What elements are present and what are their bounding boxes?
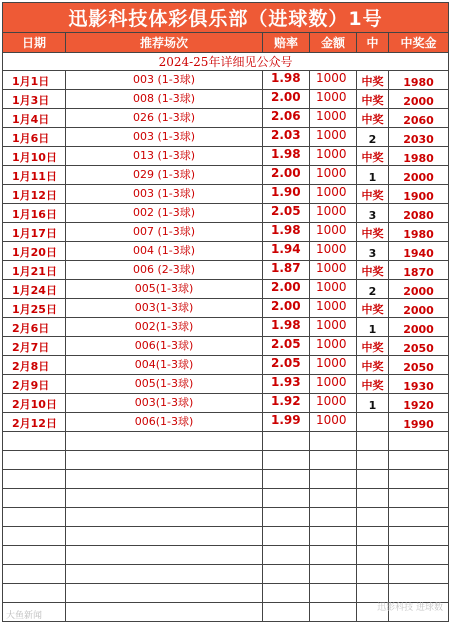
- empty-cell: [66, 565, 263, 584]
- hit-cell: 2: [357, 128, 389, 147]
- table-row: [3, 242, 449, 261]
- prize-cell: 2030: [389, 128, 449, 147]
- date-cell: 1月6日: [3, 128, 66, 147]
- watermark-right: 迅影科技 进球数: [377, 603, 443, 613]
- odds-cell: 2.00: [263, 90, 310, 109]
- prize-cell: 1990: [389, 413, 449, 432]
- header-hit: 中: [357, 33, 389, 53]
- odds-cell: 2.00: [263, 299, 310, 318]
- empty-cell: [66, 584, 263, 603]
- match-cell: 004 (1-3球): [66, 242, 263, 261]
- match-cell: 007 (1-3球): [66, 223, 263, 242]
- prize-cell: 2050: [389, 337, 449, 356]
- amount-cell: 1000: [310, 71, 357, 90]
- table-body: [3, 71, 449, 622]
- amount-cell: 1000: [310, 204, 357, 223]
- header-amount: 金额: [310, 33, 357, 53]
- odds-cell: 1.87: [263, 261, 310, 280]
- empty-cell: [66, 603, 263, 622]
- empty-cell: [3, 451, 66, 470]
- hit-cell: 1: [357, 318, 389, 337]
- empty-cell: [389, 508, 449, 527]
- match-cell: 002 (1-3球): [66, 204, 263, 223]
- empty-row: [3, 432, 449, 451]
- odds-cell: 2.03: [263, 128, 310, 147]
- date-cell: 1月10日: [3, 147, 66, 166]
- amount-cell: 1000: [310, 337, 357, 356]
- hit-cell: 中奖: [357, 185, 389, 204]
- table-row: [3, 356, 449, 375]
- odds-cell: 1.94: [263, 242, 310, 261]
- amount-cell: 1000: [310, 185, 357, 204]
- results-table: [2, 2, 449, 622]
- empty-cell: [310, 527, 357, 546]
- hit-cell: 2: [357, 280, 389, 299]
- empty-row: [3, 527, 449, 546]
- match-cell: 005(1-3球): [66, 280, 263, 299]
- amount-cell: 1000: [310, 261, 357, 280]
- odds-cell: 2.00: [263, 280, 310, 299]
- empty-cell: [263, 489, 310, 508]
- empty-cell: [389, 546, 449, 565]
- table-row: [3, 128, 449, 147]
- match-cell: 003(1-3球): [66, 299, 263, 318]
- odds-cell: 1.92: [263, 394, 310, 413]
- date-cell: 1月17日: [3, 223, 66, 242]
- odds-cell: 2.05: [263, 204, 310, 223]
- hit-cell: 中奖: [357, 90, 389, 109]
- date-cell: 1月11日: [3, 166, 66, 185]
- empty-cell: [389, 470, 449, 489]
- amount-cell: 1000: [310, 147, 357, 166]
- hit-cell: 3: [357, 242, 389, 261]
- date-cell: 2月9日: [3, 375, 66, 394]
- table-row: [3, 166, 449, 185]
- table-row: [3, 109, 449, 128]
- empty-cell: [389, 489, 449, 508]
- prize-cell: 1930: [389, 375, 449, 394]
- amount-cell: 1000: [310, 413, 357, 432]
- hit-cell: 中奖: [357, 356, 389, 375]
- prize-cell: 2000: [389, 318, 449, 337]
- empty-cell: [263, 527, 310, 546]
- empty-row: [3, 489, 449, 508]
- match-cell: 006 (2-3球): [66, 261, 263, 280]
- empty-cell: [3, 470, 66, 489]
- watermark-left: 大鱼新闻: [6, 611, 43, 621]
- empty-row: [3, 470, 449, 489]
- empty-cell: [357, 546, 389, 565]
- empty-cell: [357, 489, 389, 508]
- empty-cell: [3, 584, 66, 603]
- empty-cell: [3, 432, 66, 451]
- match-cell: 003 (1-3球): [66, 128, 263, 147]
- empty-cell: [310, 565, 357, 584]
- empty-cell: [357, 565, 389, 584]
- match-cell: 004(1-3球): [66, 356, 263, 375]
- empty-cell: [263, 603, 310, 622]
- amount-cell: 1000: [310, 375, 357, 394]
- date-cell: 1月1日: [3, 71, 66, 90]
- empty-cell: [263, 565, 310, 584]
- amount-cell: 1000: [310, 128, 357, 147]
- amount-cell: 1000: [310, 166, 357, 185]
- table-row: [3, 318, 449, 337]
- amount-cell: 1000: [310, 356, 357, 375]
- empty-cell: [310, 451, 357, 470]
- empty-cell: [263, 451, 310, 470]
- prize-cell: 1980: [389, 223, 449, 242]
- odds-cell: 1.98: [263, 147, 310, 166]
- empty-row: [3, 451, 449, 470]
- table-row: [3, 185, 449, 204]
- header-match: 推荐场次: [66, 33, 263, 53]
- empty-cell: [389, 527, 449, 546]
- odds-cell: 2.05: [263, 337, 310, 356]
- empty-row: [3, 565, 449, 584]
- prize-cell: 2000: [389, 280, 449, 299]
- empty-cell: [263, 584, 310, 603]
- empty-cell: [263, 508, 310, 527]
- match-cell: 026 (1-3球): [66, 109, 263, 128]
- empty-cell: [310, 603, 357, 622]
- prize-cell: 1870: [389, 261, 449, 280]
- table-row: [3, 71, 449, 90]
- empty-cell: [3, 508, 66, 527]
- empty-cell: [357, 527, 389, 546]
- empty-cell: [263, 546, 310, 565]
- date-cell: 1月20日: [3, 242, 66, 261]
- match-cell: 006(1-3球): [66, 413, 263, 432]
- empty-cell: [310, 546, 357, 565]
- amount-cell: 1000: [310, 318, 357, 337]
- hit-cell: 中奖: [357, 109, 389, 128]
- date-cell: 1月12日: [3, 185, 66, 204]
- empty-cell: [66, 508, 263, 527]
- empty-cell: [310, 584, 357, 603]
- odds-cell: 2.00: [263, 166, 310, 185]
- hit-cell: 中奖: [357, 71, 389, 90]
- sheet-title: 迅影科技体彩俱乐部（进球数）1号: [3, 3, 449, 33]
- table-row: [3, 223, 449, 242]
- date-cell: 1月21日: [3, 261, 66, 280]
- odds-cell: 1.98: [263, 318, 310, 337]
- empty-cell: [310, 432, 357, 451]
- amount-cell: 1000: [310, 90, 357, 109]
- match-cell: 006(1-3球): [66, 337, 263, 356]
- amount-cell: 1000: [310, 394, 357, 413]
- empty-cell: [66, 470, 263, 489]
- table-row: [3, 261, 449, 280]
- date-cell: 2月8日: [3, 356, 66, 375]
- empty-cell: [357, 451, 389, 470]
- prize-cell: 2060: [389, 109, 449, 128]
- empty-cell: [66, 527, 263, 546]
- header-prize: 中奖金: [389, 33, 449, 53]
- hit-cell: 中奖: [357, 223, 389, 242]
- empty-cell: [357, 432, 389, 451]
- hit-cell: 1: [357, 394, 389, 413]
- header-date: 日期: [3, 33, 66, 53]
- date-cell: 2月7日: [3, 337, 66, 356]
- empty-cell: [3, 546, 66, 565]
- empty-cell: [66, 489, 263, 508]
- match-cell: 003 (1-3球): [66, 185, 263, 204]
- date-cell: 2月10日: [3, 394, 66, 413]
- amount-cell: 1000: [310, 109, 357, 128]
- empty-cell: [3, 565, 66, 584]
- prize-cell: 2000: [389, 166, 449, 185]
- subtitle-note: 2024-25年详细见公众号: [3, 53, 449, 71]
- date-cell: 1月4日: [3, 109, 66, 128]
- amount-cell: 1000: [310, 299, 357, 318]
- odds-cell: 1.98: [263, 71, 310, 90]
- empty-cell: [3, 489, 66, 508]
- table-row: [3, 90, 449, 109]
- date-cell: 1月24日: [3, 280, 66, 299]
- odds-cell: 1.99: [263, 413, 310, 432]
- table-row: [3, 337, 449, 356]
- table-row: [3, 204, 449, 223]
- hit-cell: 3: [357, 204, 389, 223]
- empty-row: [3, 546, 449, 565]
- odds-cell: 2.05: [263, 356, 310, 375]
- prize-cell: 1900: [389, 185, 449, 204]
- empty-cell: [263, 432, 310, 451]
- match-cell: 029 (1-3球): [66, 166, 263, 185]
- prize-cell: 1920: [389, 394, 449, 413]
- empty-cell: [310, 470, 357, 489]
- odds-cell: 1.98: [263, 223, 310, 242]
- odds-cell: 2.06: [263, 109, 310, 128]
- empty-row: [3, 508, 449, 527]
- hit-cell: 中奖: [357, 261, 389, 280]
- odds-cell: 1.90: [263, 185, 310, 204]
- hit-cell: 中奖: [357, 147, 389, 166]
- empty-cell: [357, 508, 389, 527]
- match-cell: 013 (1-3球): [66, 147, 263, 166]
- prize-cell: 1980: [389, 147, 449, 166]
- table-row: [3, 280, 449, 299]
- table-row: [3, 413, 449, 432]
- empty-cell: [310, 489, 357, 508]
- amount-cell: 1000: [310, 223, 357, 242]
- date-cell: 1月3日: [3, 90, 66, 109]
- date-cell: 1月25日: [3, 299, 66, 318]
- empty-cell: [66, 546, 263, 565]
- hit-cell: 中奖: [357, 375, 389, 394]
- date-cell: 1月16日: [3, 204, 66, 223]
- prize-cell: 2050: [389, 356, 449, 375]
- prize-cell: 1980: [389, 71, 449, 90]
- empty-cell: [66, 432, 263, 451]
- empty-cell: [389, 451, 449, 470]
- empty-cell: [263, 470, 310, 489]
- empty-cell: [357, 470, 389, 489]
- empty-cell: [3, 527, 66, 546]
- table-row: [3, 147, 449, 166]
- prize-cell: 1940: [389, 242, 449, 261]
- table-row: [3, 299, 449, 318]
- prize-cell: 2000: [389, 90, 449, 109]
- match-cell: 003(1-3球): [66, 394, 263, 413]
- hit-cell: 中奖: [357, 299, 389, 318]
- match-cell: 005(1-3球): [66, 375, 263, 394]
- date-cell: 2月6日: [3, 318, 66, 337]
- header-odds: 赔率: [263, 33, 310, 53]
- amount-cell: 1000: [310, 242, 357, 261]
- prize-cell: 2000: [389, 299, 449, 318]
- match-cell: 002(1-3球): [66, 318, 263, 337]
- empty-cell: [389, 565, 449, 584]
- table-row: [3, 394, 449, 413]
- empty-cell: [66, 451, 263, 470]
- match-cell: 008 (1-3球): [66, 90, 263, 109]
- amount-cell: 1000: [310, 280, 357, 299]
- hit-cell: 中奖: [357, 337, 389, 356]
- odds-cell: 1.93: [263, 375, 310, 394]
- empty-cell: [310, 508, 357, 527]
- date-cell: 2月12日: [3, 413, 66, 432]
- match-cell: 003 (1-3球): [66, 71, 263, 90]
- hit-cell: 1: [357, 166, 389, 185]
- prize-cell: 2080: [389, 204, 449, 223]
- hit-cell: [357, 413, 389, 432]
- empty-cell: [389, 432, 449, 451]
- table-row: [3, 375, 449, 394]
